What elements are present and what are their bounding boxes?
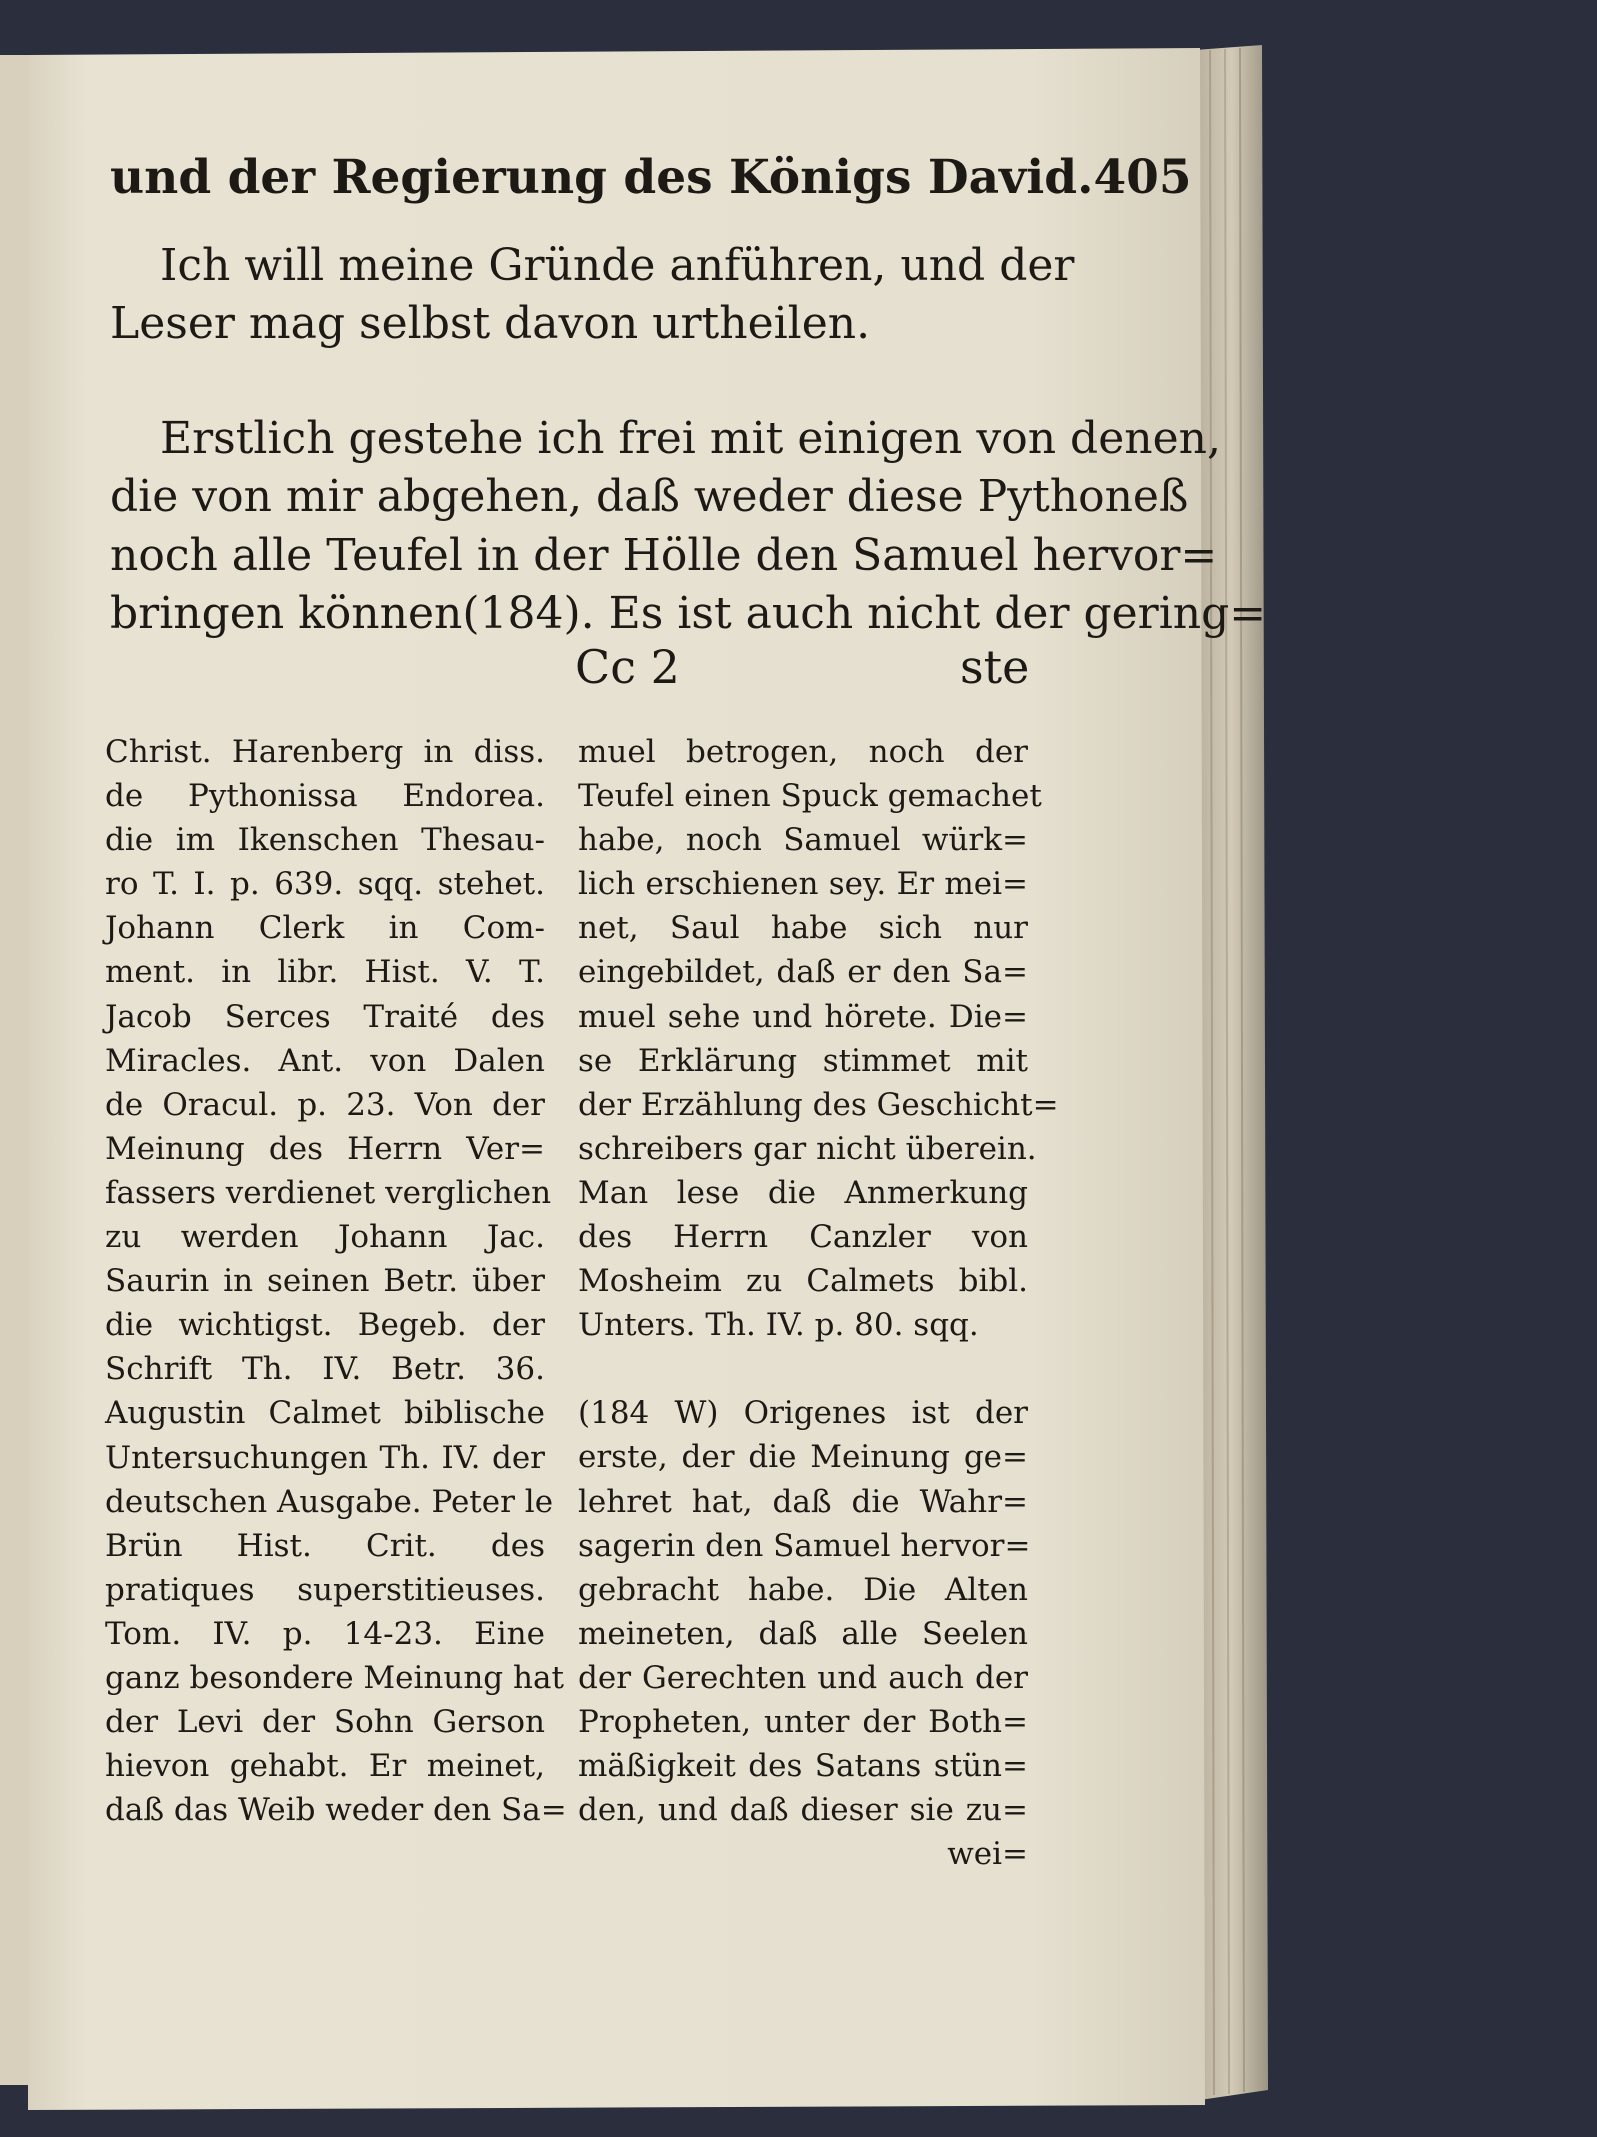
footnote-line: der Erzählung des Geschicht= <box>578 1086 1059 1123</box>
footnote-line: schreibers gar nicht überein. <box>578 1130 1037 1167</box>
footnote-line: Meinung des Herrn Ver= <box>105 1130 545 1167</box>
footnote-line: Christ. Harenberg in diss. <box>105 734 545 770</box>
footnote-line: der Levi der Sohn Gerson <box>105 1704 545 1741</box>
footnote-line: de Oracul. p. 23. Von der <box>105 1086 545 1123</box>
footnote-column-left <box>105 730 567 1832</box>
footnote-line: se Erklärung stimmet mit <box>578 1042 1028 1079</box>
page-number: 405 <box>1093 150 1192 205</box>
text-line: Ich will meine Gründe anführen, und der <box>160 240 1075 291</box>
footnote-line: habe, noch Samuel würk= <box>578 822 1028 859</box>
footnote-line: meineten, daß alle Seelen <box>578 1615 1028 1652</box>
footnote-line: mäßigkeit des Satans stün= <box>578 1748 1028 1785</box>
footnote-line: den, und daß dieser sie zu= <box>578 1792 1028 1829</box>
footnote-line: fassers verdienet verglichen <box>105 1174 552 1211</box>
footnote-line: ment. in libr. Hist. V. T. <box>105 954 545 991</box>
footnote-line: die wichtigst. Begeb. der <box>105 1307 545 1344</box>
text-line: Erstlich gestehe ich frei mit einigen von denen, <box>160 413 1221 464</box>
footnote-line: Man lese die Anmerkung <box>578 1174 1028 1211</box>
footnote-line: Johann Clerk in Com- <box>105 910 545 947</box>
footnote-line: deutschen Ausgabe. Peter le <box>105 1483 554 1520</box>
footnote-line: zu werden Johann Jac. <box>105 1219 545 1256</box>
footnote-line: net, Saul habe sich nur <box>578 910 1028 947</box>
footnote-line: muel betrogen, noch der <box>578 734 1028 770</box>
footnote-line: Unters. Th. IV. p. 80. sqq. <box>578 1307 979 1344</box>
footnote-line: Teufel einen Spuck gemachet <box>578 778 1042 815</box>
footnote-line: Jacob Serces Traité des <box>105 998 545 1035</box>
footnote-line: Miracles. Ant. von Dalen <box>105 1042 545 1079</box>
footnote-line: sagerin den Samuel hervor= <box>578 1527 1031 1564</box>
footnote-line: Propheten, unter der Both= <box>578 1703 1028 1740</box>
footnote-line: erste, der die Meinung ge= <box>578 1439 1028 1476</box>
footnote-line: Untersuchungen Th. IV. der <box>105 1439 545 1476</box>
footnote-catchword: wei= <box>947 1836 1028 1873</box>
footnote-line: gebracht habe. Die Alten <box>578 1571 1028 1608</box>
text-line: bringen können(184). Es ist auch nicht der gering= <box>110 588 1267 639</box>
footnote-line: ro T. I. p. 639. sqq. stehet. <box>105 866 545 903</box>
footnote-line: Mosheim zu Calmets bibl. <box>578 1263 1028 1300</box>
footnote-line: Brün Hist. Crit. des <box>105 1527 545 1564</box>
footnote-line: Schrift Th. IV. Betr. 36. <box>105 1351 545 1388</box>
text-line: die von mir abgehen, daß weder diese Pythoneß <box>110 471 1189 522</box>
running-header <box>110 150 1192 205</box>
text-line: Leser mag selbst davon urtheilen. <box>110 298 871 349</box>
footnote-line: daß das Weib weder den Sa= <box>105 1792 567 1829</box>
footnote-line: ganz besondere Meinung hat <box>105 1659 564 1696</box>
catchword: ste <box>960 640 1030 694</box>
footnote-line: de Pythonissa Endorea. <box>105 778 545 815</box>
footnote-line: die im Ikenschen Thesau- <box>105 822 545 859</box>
footnote-line: (184 W) Origenes ist der <box>578 1395 1028 1432</box>
footnote-line: des Herrn Canzler von <box>578 1219 1028 1256</box>
running-title: und der Regierung des Königs David. <box>110 150 1094 205</box>
signature-mark: Cc 2 <box>575 640 680 694</box>
footnote-line: lich erschienen sey. Er mei= <box>578 866 1028 903</box>
footnote-line: Saurin in seinen Betr. über <box>105 1263 545 1300</box>
text-line: noch alle Teufel in der Hölle den Samuel hervor= <box>110 530 1218 581</box>
footnote-line: Tom. IV. p. 14-23. Eine <box>105 1615 545 1652</box>
footnote-line: pratiques superstitieuses. <box>105 1571 545 1608</box>
footnote-line: lehret hat, daß die Wahr= <box>578 1483 1028 1520</box>
footnote-line: eingebildet, daß er den Sa= <box>578 954 1028 991</box>
footnote-line: hievon gehabt. Er meinet, <box>105 1748 545 1785</box>
footnote-column-right <box>578 730 1059 1876</box>
footnote-line: Augustin Calmet biblische <box>105 1395 545 1432</box>
footnote-line: der Gerechten und auch der <box>578 1659 1028 1696</box>
footnote-line: muel sehe und hörete. Die= <box>578 998 1028 1035</box>
